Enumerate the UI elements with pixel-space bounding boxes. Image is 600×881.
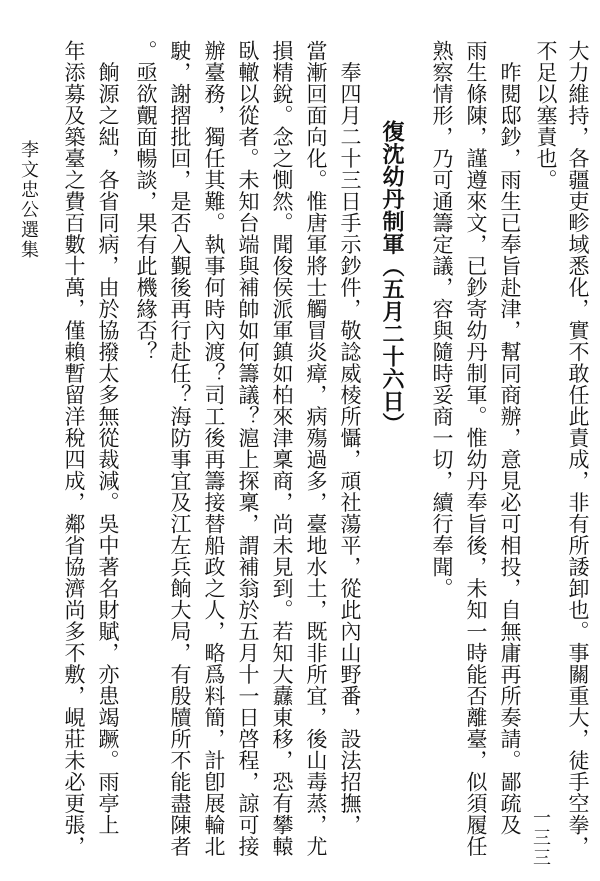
text-column-4: 雨生條陳，謹遵來文，已鈔寄幼丹制軍。惟幼丹奉旨後，未知一時能否離臺，似須履任 xyxy=(464,40,488,857)
text-column-13: 。亟欲覿面暢談，果有此機緣否？ xyxy=(134,40,158,363)
text-column-2: 不足以塞責也。 xyxy=(534,40,558,191)
text-column-14: 餉源之絀，各省同病，由於協撥太多無從裁減。吳中著名財賦，亦患竭蹶。雨亭上 xyxy=(96,40,120,836)
text-column-9: 損精銳。念之惻然。聞俊侯派軍鎮如柏來津稟商，尚未見到。若知大纛東移，恐有攀轅 xyxy=(270,40,294,857)
text-column-11: 辦臺務，獨任其難。執事何時內渡？司工後再籌接替船政之人，略爲料簡，計卽展輪北 xyxy=(202,40,226,857)
text-column-1: 大力維持，各疆吏畛域悉化，實不敢任此責成，非有所諉卸也。事關重大，徒手空拳， xyxy=(566,40,590,857)
letter-title: 復沈幼丹制軍（五月二十六日） xyxy=(379,120,405,435)
text-column-12: 駛，謝摺批回，是否入覲後再行赴任？海防事宜及江左兵餉大局，有殷牘所不能盡陳者 xyxy=(168,40,192,857)
text-column-10: 臥轍以從者。未知台端與補帥如何籌議？滬上探稟，謂補翁於五月十一日啓程，諒可接 xyxy=(236,40,260,857)
text-column-15: 年添募及築臺之費百數十萬，僅賴暫留洋稅四成，鄰省協濟尚多不敷，峴莊未必更張， xyxy=(62,40,86,857)
book-title: 李文忠公選集 xyxy=(18,140,39,260)
text-column-7: 奉四月二十三日手示鈔件，敬諗威棱所懾，頑社蕩平，從此內山野番，設法招撫， xyxy=(338,40,362,836)
page-number: 一三三 xyxy=(530,808,551,868)
text-column-3: 昨閱邸鈔，雨生已奉旨赴津，幫同商辦，意見必可相投，自無庸再所奏請。鄙疏及 xyxy=(498,40,522,836)
text-column-5: 熟察情形，乃可通籌定議，容與隨時妥商一切，續行奉聞。 xyxy=(430,40,454,599)
text-column-8: 當漸回面向化。惟唐軍將士觸冒炎瘴，病殤過多，臺地水土，既非所宜，後山毒蒸，尤 xyxy=(304,40,328,857)
